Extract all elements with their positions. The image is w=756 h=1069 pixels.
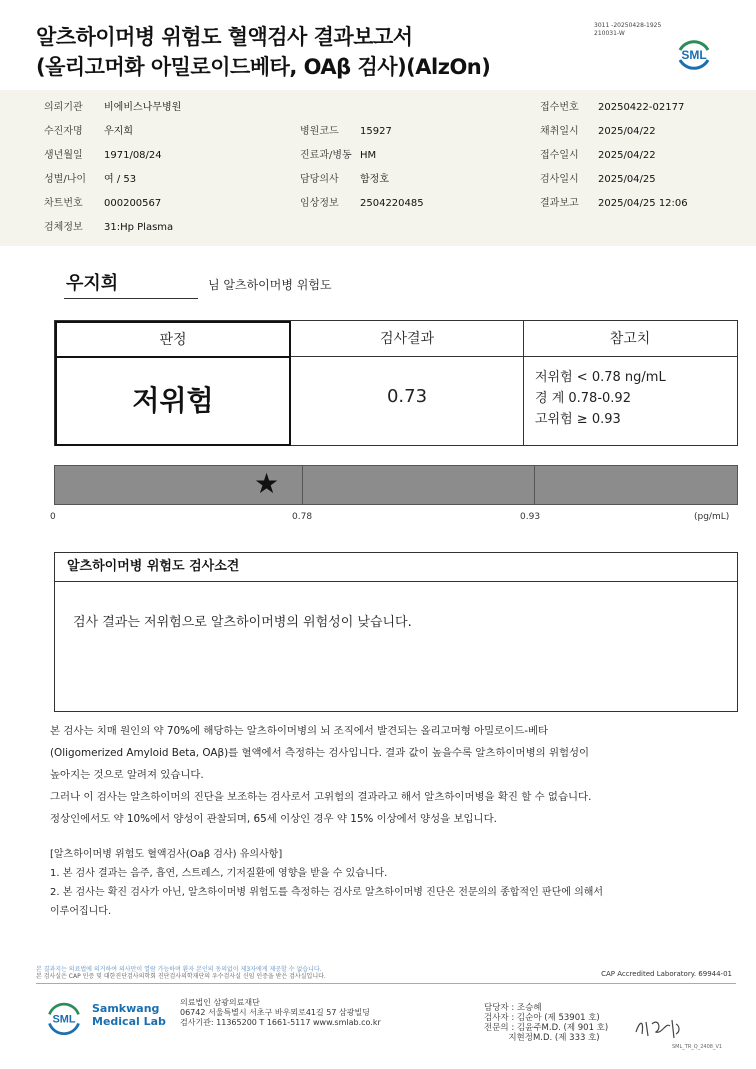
verdict-value: 저위험 <box>132 384 214 417</box>
precautions-title: [알츠하이머병 위험도 혈액검사(Oaβ 검사) 유의사항] <box>50 849 283 860</box>
document-code-line1: 3011 -20250428-1925 <box>594 22 662 29</box>
lab-info-line: 의료법인 삼광의료재단 <box>180 998 260 1007</box>
info-row <box>0 168 756 192</box>
info-label: 결과보고 <box>540 198 579 209</box>
info-label: 검사일시 <box>540 174 579 185</box>
info-row <box>0 144 756 168</box>
scale-tick-0: 0 <box>50 512 56 522</box>
report-title-line2: (올리고머화 아밀로이드베타, OAβ 검사)(AlzOn) <box>36 55 491 79</box>
signer-line: 지현정M.D. (제 333 호) <box>484 1033 600 1043</box>
lab-info-line: 06742 서울특별시 서초구 바우뫼로41길 57 삼광빌딩 <box>180 1008 370 1017</box>
company-name <box>92 1002 166 1028</box>
info-label: 접수번호 <box>540 102 579 113</box>
info-value: 비에비스나무병원 <box>104 102 182 113</box>
info-value: 2025/04/22 <box>598 150 656 161</box>
scale-tick-high: 0.93 <box>520 512 541 522</box>
report-title-line1: 알츠하이머병 위험도 혈액검사 결과보고서 <box>36 25 413 49</box>
precautions <box>50 845 740 921</box>
fine-print-line2: 본 검사실은 CAP 인증 및 대한진단검사의학회 진단검사의학재단의 우수검사실 신임 인증을 받은 검사실입니다. <box>36 973 326 980</box>
signers <box>484 1003 608 1043</box>
info-row <box>0 216 756 240</box>
lab-info <box>180 998 381 1028</box>
reference-header: 참고치 <box>523 321 737 357</box>
cap-accreditation: CAP Accredited Laboratory. 69944-01 <box>601 970 732 978</box>
scale-unit: (pg/mL) <box>694 512 730 522</box>
result-value: 0.73 <box>386 386 428 407</box>
fine-print-line1: 본 결과지는 의료법에 의거하여 의사만이 열람 가능하며 환자 본인의 동의없이 제3자에게 제공할 수 없습니다. <box>36 966 322 973</box>
patient-info-block <box>0 90 756 246</box>
info-row <box>0 192 756 216</box>
info-value: HM <box>360 150 377 161</box>
signer-line: 전문의 : 김윤주M.D. (제 901 호) <box>484 1023 609 1033</box>
reference-borderline: 경 계 0.78-0.92 <box>535 391 631 406</box>
risk-scale-bar <box>54 465 738 505</box>
form-code: SML_TR_Q_2408_V1 <box>672 1044 723 1050</box>
info-label: 접수일시 <box>540 150 579 161</box>
signer-line: 검사자 : 김순아 (제 53901 호) <box>484 1013 600 1023</box>
scale-tick-low: 0.78 <box>292 512 313 522</box>
info-row <box>0 96 756 120</box>
description-line: 본 검사는 치매 원인의 약 70%에 해당하는 알츠하이머병의 뇌 조직에서 발견되는 올리고머형 아밀로이드-베타 <box>50 725 549 737</box>
company-name-line1: Samkwang <box>92 1002 160 1015</box>
info-label: 생년월일 <box>44 150 83 161</box>
description-line: (Oligomerized Amyloid Beta, OAβ)를 혈액에서 측정하는 검사입니다. 결과 값이 높을수록 알츠하이머병의 위험성이 <box>50 747 590 759</box>
result-marker-star-icon: ★ <box>254 467 280 500</box>
description-line: 높아지는 것으로 알려져 있습니다. <box>50 769 204 781</box>
info-value: 2025/04/25 <box>598 174 656 185</box>
verdict-header: 판정 <box>57 323 289 358</box>
sml-logo-icon <box>44 998 84 1038</box>
info-value: 2025/04/22 <box>598 126 656 137</box>
patient-name: 우지희 <box>64 270 198 299</box>
info-label: 담당의사 <box>300 174 339 185</box>
info-label: 병원코드 <box>300 126 339 137</box>
report-title <box>36 22 490 82</box>
info-value: 함정호 <box>360 174 389 185</box>
info-label: 의뢰기관 <box>44 102 83 113</box>
finding-title: 알츠하이머병 위험도 검사소견 <box>55 553 737 582</box>
info-value: 15927 <box>360 126 392 137</box>
company-name-line2: Medical Lab <box>92 1015 166 1028</box>
result-table <box>54 320 738 446</box>
verdict-box <box>55 321 291 446</box>
info-value: 1971/08/24 <box>104 150 162 161</box>
document-code <box>594 22 661 38</box>
reference-high: 고위험 ≥ 0.93 <box>535 412 621 427</box>
precaution-item: 이루어집니다. <box>50 906 112 917</box>
sml-logo-text: SML <box>681 48 707 62</box>
info-value: 여 / 53 <box>104 174 137 185</box>
description-line: 그러나 이 검사는 알츠하이머의 진단을 보조하는 검사로서 고위험의 결과라고 해서 알츠하이머병을 확진 할 수 없습니다. <box>50 791 592 803</box>
info-value: 2504220485 <box>360 198 424 209</box>
scale-divider-high <box>534 466 535 504</box>
info-label: 검체정보 <box>44 222 83 233</box>
footer-logo-text: SML <box>52 1013 76 1026</box>
info-value: 20250422-02177 <box>598 102 685 113</box>
lab-info-line: 검사기관: 11365200 T 1661-5117 www.smlab.co.kr <box>180 1018 381 1027</box>
document-code-line2: 210031-W <box>594 30 625 37</box>
precaution-item: 1. 본 검사 결과는 음주, 흡연, 스트레스, 기저질환에 영향을 받을 수 있습니다. <box>50 868 388 879</box>
info-label: 진료과/병동 <box>300 150 352 161</box>
description-line: 정상인에서도 약 10%에서 양성이 관찰되며, 65세 이상인 경우 약 15% 이상에서 양성을 보입니다. <box>50 813 497 825</box>
reference-ranges <box>535 367 666 430</box>
signer-line: 담당자 : 조승혜 <box>484 1003 542 1013</box>
info-row <box>0 120 756 144</box>
result-header: 검사결과 <box>291 321 523 357</box>
scale-divider-low <box>302 466 303 504</box>
table-divider <box>523 321 524 445</box>
info-value: 2025/04/25 12:06 <box>598 198 688 209</box>
info-label: 차트번호 <box>44 198 83 209</box>
info-label: 성별/나이 <box>44 174 87 185</box>
finding-text: 검사 결과는 저위험으로 알츠하이머병의 위험성이 낮습니다. <box>73 615 412 630</box>
patient-name-suffix: 님 알츠하이머병 위험도 <box>208 278 332 292</box>
info-value: 우지희 <box>104 126 133 137</box>
test-description <box>50 720 740 830</box>
footer-divider <box>36 983 736 984</box>
signature-image <box>632 1010 684 1044</box>
sml-logo-icon <box>672 32 716 76</box>
info-value: 000200567 <box>104 198 162 209</box>
info-label: 채취일시 <box>540 126 579 137</box>
finding-box <box>54 552 738 712</box>
reference-low: 저위험 < 0.78 ng/mL <box>535 370 666 385</box>
fine-print <box>36 966 326 980</box>
precaution-item: 2. 본 검사는 확진 검사가 아닌, 알츠하이머병 위험도를 측정하는 검사로 알츠하이머병 진단은 전문의의 종합적인 판단에 의해서 <box>50 887 604 898</box>
info-label: 수진자명 <box>44 126 83 137</box>
info-value: 31:Hp Plasma <box>104 222 174 233</box>
info-label: 임상정보 <box>300 198 339 209</box>
